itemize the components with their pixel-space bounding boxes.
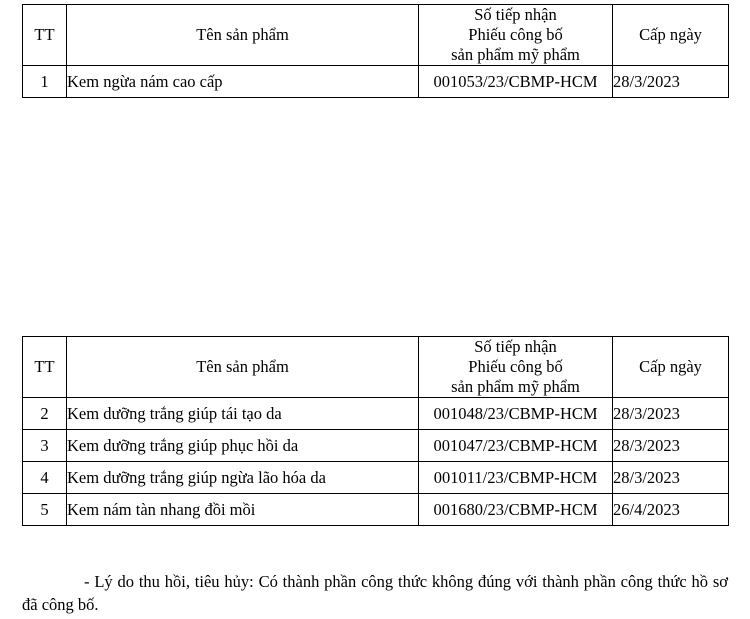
header-product-name: Tên sản phẩm	[67, 5, 419, 66]
cell-product-name: Kem nám tàn nhang đồi mồi	[67, 494, 419, 526]
header-issue-date: Cấp ngày	[613, 5, 729, 66]
product-table-one	[22, 4, 729, 98]
cell-tt: 1	[23, 66, 67, 98]
cell-tt: 5	[23, 494, 67, 526]
cell-receipt-number: 001048/23/CBMP-HCM	[419, 398, 613, 430]
recall-reason-note	[22, 570, 728, 617]
cell-issue-date: 28/3/2023	[613, 398, 729, 430]
cell-product-name: Kem dưỡng trắng giúp phục hồi da	[67, 430, 419, 462]
table-row	[23, 430, 729, 462]
header-issue-date: Cấp ngày	[613, 337, 729, 398]
table-two-body	[23, 398, 729, 526]
cell-receipt-number: 001053/23/CBMP-HCM	[419, 66, 613, 98]
table-row	[23, 494, 729, 526]
header-receipt-line-3: sản phẩm mỹ phẩm	[451, 45, 580, 65]
table-row	[23, 462, 729, 494]
product-table-two	[22, 336, 729, 526]
table-one-header	[23, 5, 729, 66]
cell-issue-date: 28/3/2023	[613, 462, 729, 494]
header-tt: TT	[23, 337, 67, 398]
cell-receipt-number: 001011/23/CBMP-HCM	[419, 462, 613, 494]
header-receipt-number	[419, 5, 613, 66]
cell-tt: 2	[23, 398, 67, 430]
cell-receipt-number: 001047/23/CBMP-HCM	[419, 430, 613, 462]
cell-tt: 3	[23, 430, 67, 462]
recall-reason-text: - Lý do thu hồi, tiêu hủy: Có thành phần công thức không đúng với thành phần công thức hồ sơ đã công bố.	[22, 572, 728, 615]
cell-receipt-number: 001680/23/CBMP-HCM	[419, 494, 613, 526]
header-receipt-line-3: sản phẩm mỹ phẩm	[451, 377, 580, 397]
header-receipt-line-2: Phiếu công bố	[468, 25, 563, 45]
cell-product-name: Kem dưỡng trắng giúp ngừa lão hóa da	[67, 462, 419, 494]
cell-issue-date: 28/3/2023	[613, 430, 729, 462]
table-header-row	[23, 5, 729, 66]
cell-product-name: Kem ngừa nám cao cấp	[67, 66, 419, 98]
table-row	[23, 66, 729, 98]
cell-product-name: Kem dưỡng trắng giúp tái tạo da	[67, 398, 419, 430]
cell-tt: 4	[23, 462, 67, 494]
table-one-body	[23, 66, 729, 98]
header-product-name: Tên sản phẩm	[67, 337, 419, 398]
cell-issue-date: 26/4/2023	[613, 494, 729, 526]
header-receipt-number	[419, 337, 613, 398]
header-tt: TT	[23, 5, 67, 66]
header-receipt-line-2: Phiếu công bố	[468, 357, 563, 377]
table-header-row	[23, 337, 729, 398]
table-two-header	[23, 337, 729, 398]
header-receipt-line-1: Số tiếp nhận	[474, 337, 557, 356]
table-row	[23, 398, 729, 430]
cell-issue-date: 28/3/2023	[613, 66, 729, 98]
header-receipt-line-1: Số tiếp nhận	[474, 5, 557, 24]
